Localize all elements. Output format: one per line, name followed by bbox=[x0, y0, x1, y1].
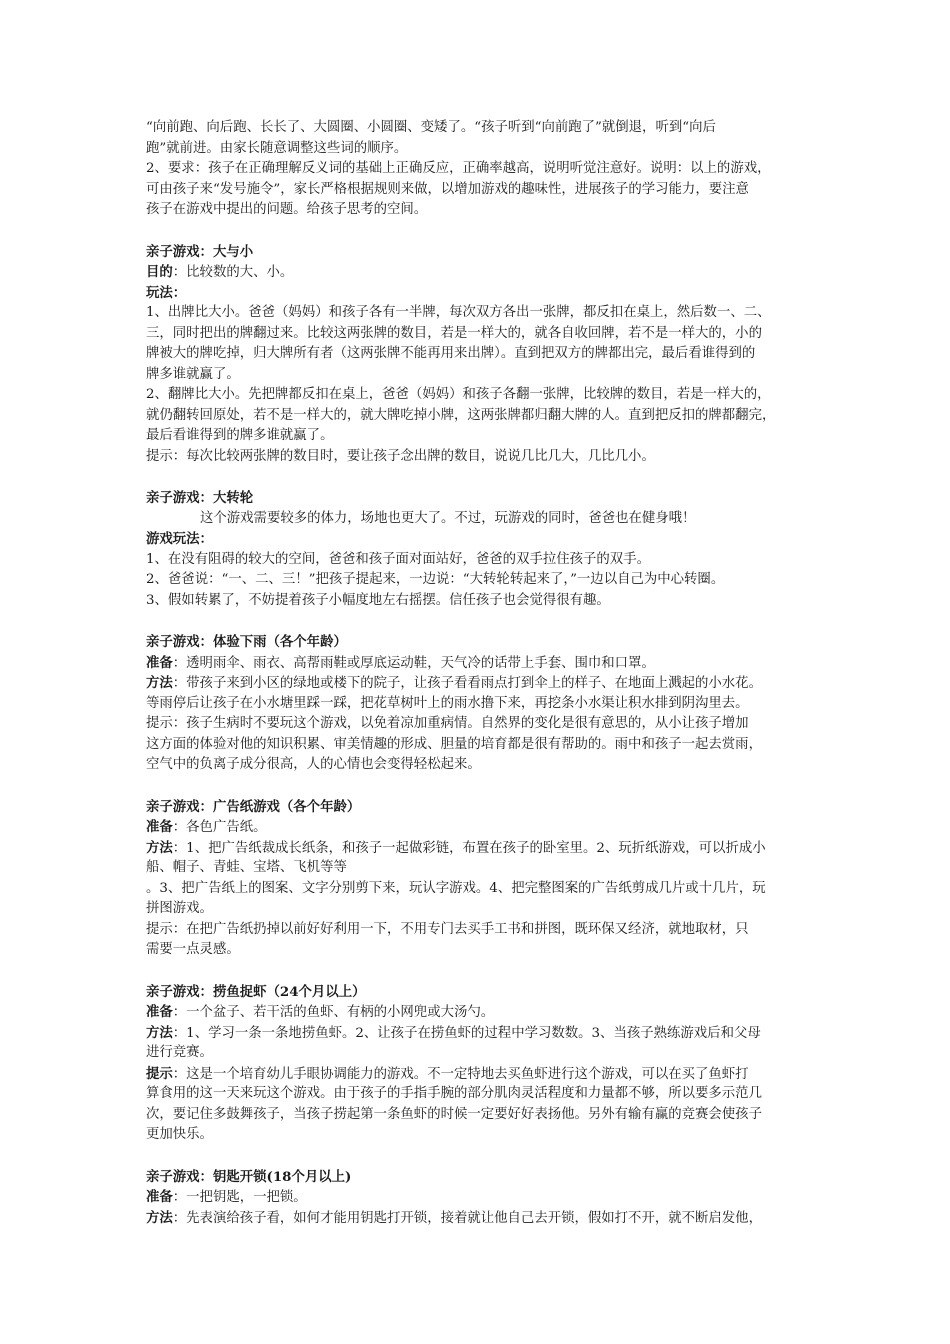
prep-text: ：透明雨伞、雨衣、高帮雨鞋或厚底运动鞋，天气冷的话带上手套、围巾和口罩。 bbox=[172, 655, 655, 671]
method-text: ：1、学习一条一条地捞鱼虾。2、让孩子在捞鱼虾的过程中学习数数。3、当孩子熟练游戏后和父母 bbox=[172, 1025, 761, 1041]
text-line: 需要一点灵感。 bbox=[146, 942, 240, 957]
section-title: 亲子游戏：体验下雨（各个年龄） bbox=[146, 634, 347, 650]
prep-label: 准备 bbox=[146, 819, 173, 835]
text-line: 。3、把广告纸上的图案、文字分别剪下来，玩认字游戏。4、把完整图案的广告纸剪成几片或十几片，玩 bbox=[146, 880, 766, 896]
text-line: 牌多谁就赢了。 bbox=[146, 366, 240, 382]
text-line: 1、出牌比大小。爸爸（妈妈）和孩子各有一半牌，每次双方各出一张牌，都反扣在桌上，然后数一、二、 bbox=[146, 305, 771, 320]
text-line: 2、要求：孩子在正确理解反义词的基础上正确反应，正确率越高，说明听觉注意好。说明：以上的游戏， bbox=[146, 161, 771, 176]
prep-line bbox=[146, 1187, 814, 1208]
section-title: 亲子游戏：捞鱼捉虾（24个月以上） bbox=[146, 983, 366, 1000]
goal-line bbox=[146, 262, 814, 283]
method-label: 方法 bbox=[146, 675, 173, 691]
text-line: 就仍翻转回原处，若不是一样大的，就大牌吃掉小牌，这两张牌都归翻大牌的人。直到把反扣的牌都翻完， bbox=[146, 407, 776, 423]
text-line: 2、爸爸说：“一、二、三！”把孩子提起来，一边说：“大转轮转起来了，”一边以自己为中心转圈。 bbox=[146, 572, 725, 587]
text-line: 2、翻牌比大小。先把牌都反扣在桌上，爸爸（妈妈）和孩子各翻一张牌，比较牌的数目，若是一样大的， bbox=[146, 387, 771, 402]
text-line: 等雨停后让孩子在小水塘里踩一踩，把花草树叶上的雨水撸下来，再挖条小水渠让积水排到阴沟里去。 bbox=[146, 695, 749, 711]
method-label: 方法 bbox=[146, 839, 173, 856]
text-line: 次，要记住多鼓舞孩子，当孩子捞起第一条鱼虾的时候一定要好好表扬他。另外有输有赢的竞赛会使孩子 bbox=[146, 1106, 762, 1122]
play-label: 玩法： bbox=[146, 284, 187, 301]
text-line: 3、假如转累了，不妨提着孩子小幅度地左右摇摆。信任孩子也会觉得很有趣。 bbox=[146, 592, 610, 608]
text-line: 跑”就前进。由家长随意调整这些词的顺序。 bbox=[146, 140, 408, 156]
tip-line bbox=[146, 1064, 814, 1085]
goal-label: 目的 bbox=[146, 264, 173, 280]
text-line: 可由孩子来“发号施令”，家长严格根据规则来做，以增加游戏的趣味性，进展孩子的学习能力，要注意 bbox=[146, 181, 749, 197]
method-line bbox=[146, 1023, 814, 1044]
method-line bbox=[146, 838, 814, 859]
tip-text: ：这是一个培育幼儿手眼协调能力的游戏。不一定特地去买鱼虾进行这个游戏，可以在买了鱼虾打 bbox=[172, 1066, 749, 1082]
text-line: 更加快乐。 bbox=[146, 1127, 213, 1142]
play-label: 游戏玩法： bbox=[146, 531, 213, 547]
text-line: 孩子在游戏中提出的问题。给孩子思考的空间。 bbox=[146, 202, 428, 217]
text-line: 算食用的这一天来玩这个游戏。由于孩子的手指手腕的部分肌肉灵活程度和力量都不够，所以要多示范几 bbox=[146, 1086, 762, 1101]
goal-text: ：比较数的大、小。 bbox=[172, 265, 294, 280]
method-text: ：先表演给孩子看，如何才能用钥匙打开锁，接着就让他自己去开锁，假如打不开，就不断启发他， bbox=[172, 1210, 762, 1226]
section-title: 亲子游戏：钥匙开锁(18个月以上) bbox=[146, 1168, 352, 1185]
prep-label: 准备 bbox=[146, 654, 173, 671]
prep-line bbox=[146, 1002, 814, 1023]
prep-line bbox=[146, 817, 814, 838]
section-title: 亲子游戏：广告纸游戏（各个年龄） bbox=[146, 798, 361, 815]
text-line: 进行竞赛。 bbox=[146, 1045, 213, 1060]
text-line: “向前跑、向后跑、长长了、大圆圈、小圆圈、变矮了。“孩子听到“向前跑了”就倒退，听到“向后 bbox=[146, 120, 716, 135]
text-line: 牌被大的牌吃掉，归大牌所有者（这两张牌不能再用来出牌）。直到把双方的牌都出完，最后看谁得到的 bbox=[146, 346, 756, 361]
method-text: ：带孩子来到小区的绿地或楼下的院子，让孩子看看雨点打到伞上的样子、在地面上溅起的小水花。 bbox=[172, 676, 762, 691]
method-label: 方法 bbox=[146, 1209, 173, 1226]
text-line: 这方面的体验对他的知识积累、审美情趣的形成、胆量的培育都是很有帮助的。雨中和孩子一起去赏雨， bbox=[146, 736, 762, 752]
tip-label: 提示 bbox=[146, 1065, 173, 1082]
document-page bbox=[146, 118, 814, 1228]
text-line: 三，同时把出的牌翻过来。比较这两张牌的数目，若是一样大的，就各自收回牌，若不是一样大的，小的 bbox=[146, 325, 762, 341]
text-line: 拼图游戏。 bbox=[146, 901, 213, 916]
method-line bbox=[146, 1208, 814, 1229]
prep-label: 准备 bbox=[146, 1189, 173, 1205]
prep-text: ：一个盆子、若干活的鱼虾、有柄的小网兜或大汤勺。 bbox=[172, 1005, 495, 1020]
text-line: 1、在没有阻碍的较大的空间，爸爸和孩子面对面站好，爸爸的双手拉住孩子的双手。 bbox=[146, 551, 650, 567]
section-title: 亲子游戏：大转轮 bbox=[146, 490, 254, 506]
method-text: ：1、把广告纸裁成长纸条，和孩子一起做彩链，布置在孩子的卧室里。2、玩折纸游戏，可以折成小 bbox=[172, 840, 766, 856]
text-line: 空气中的负离子成分很高，人的心情也会变得轻松起来。 bbox=[146, 757, 481, 772]
text-line: 提示：孩子生病时不要玩这个游戏，以免着凉加重病情。自然界的变化是很有意思的，从小让孩子增加 bbox=[146, 716, 749, 731]
method-line bbox=[146, 673, 814, 694]
prep-line bbox=[146, 653, 814, 674]
section-title: 亲子游戏：大与小 bbox=[146, 243, 254, 260]
prep-text: ：各色广告纸。 bbox=[172, 820, 267, 835]
text-line: 提示：每次比较两张牌的数目时，要让孩子念出牌的数目，说说几比几大，几比几小。 bbox=[146, 448, 655, 464]
text-line: 船、帽子、青蛙、宝塔、飞机等等 bbox=[146, 860, 347, 875]
prep-text: ：一把钥匙，一把锁。 bbox=[172, 1190, 307, 1205]
text-line: 这个游戏需要较多的体力，场地也更大了。不过，玩游戏的同时，爸爸也在健身哦！ bbox=[200, 510, 696, 526]
text-line: 最后看谁得到的牌多谁就赢了。 bbox=[146, 428, 334, 443]
method-label: 方法 bbox=[146, 1024, 173, 1041]
prep-label: 准备 bbox=[146, 1004, 173, 1020]
text-line: 提示：在把广告纸扔掉以前好好利用一下，不用专门去买手工书和拼图，既环保又经济，就地取材，只 bbox=[146, 921, 749, 937]
